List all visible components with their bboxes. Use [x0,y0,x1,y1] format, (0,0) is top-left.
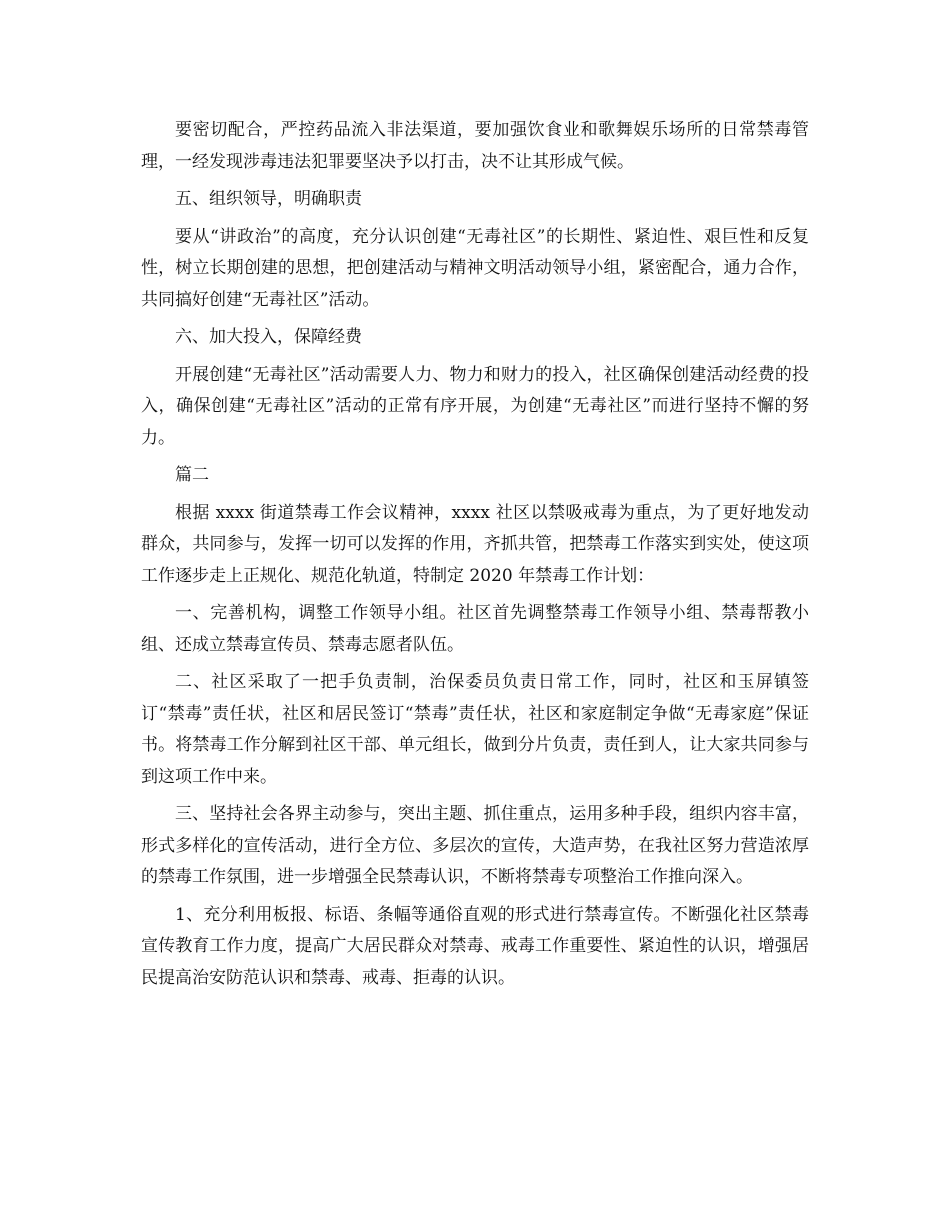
paragraph-section-5: 要从“讲政治”的高度，充分认识创建“无毒社区”的长期性、紧迫性、艰巨性和反复性，树立长期创建的思想，把创建活动与精神文明活动领导小组，紧密配合，通力合作，共同搞好创建“无毒社区”活动。 [141,226,809,310]
paragraph-intro: 根据 xxxx 街道禁毒工作会议精神，xxxx 社区以禁吸戒毒为重点，为了更好地发动群众，共同参与，发挥一切可以发挥的作用，齐抓共管，把禁毒工作落实到实处，使这项工作逐步走上正规化、规范化轨道，特制定 2020 年禁毒工作计划： [141,502,809,586]
section-heading-6: 六、加大投入，保障经费 [175,327,362,347]
paragraph-item-1: 一、完善机构，调整工作领导小组。社区首先调整禁毒工作领导小组、禁毒帮教小组、还成立禁毒宣传员、禁毒志愿者队伍。 [141,603,809,655]
section-heading-5: 五、组织领导，明确职责 [175,189,362,209]
paragraph-item-3: 三、坚持社会各界主动参与，突出主题、抓住重点，运用多种手段，组织内容丰富，形式多样化的宣传活动，进行全方位、多层次的宣传，大造声势，在我社区努力营造浓厚的禁毒工作氛围，进一步增强全民禁毒认识，不断将禁毒专项整治工作推向深入。 [141,804,809,887]
paragraph-section-6: 开展创建“无毒社区”活动需要人力、物力和财力的投入，社区确保创建活动经费的投入，确保创建“无毒社区”活动的正常有序开展，为创建“无毒社区”而进行坚持不懈的努力。 [141,364,809,448]
paragraph-subitem-1: 1、充分利用板报、标语、条幅等通俗直观的形式进行禁毒宣传。不断强化社区禁毒宣传教育工作力度，提高广大居民群众对禁毒、戒毒工作重要性、紧迫性的认识，增强居民提高治安防范认识和禁毒、戒毒、拒毒的认识。 [141,904,809,988]
document-body [141,115,809,1000]
part-heading: 篇二 [175,465,209,485]
paragraph-continuation: 要密切配合，严控药品流入非法渠道，要加强饮食业和歌舞娱乐场所的日常禁毒管理，一经发现涉毒违法犯罪要坚决予以打击，决不让其形成气候。 [141,120,809,172]
paragraph-item-2: 二、社区采取了一把手负责制，治保委员负责日常工作，同时，社区和玉屏镇签订“禁毒”责任状，社区和居民签订“禁毒”责任状，社区和家庭制定争做“无毒家庭”保证书。将禁毒工作分解到社区干部、单元组长，做到分片负责，责任到人，让大家共同参与到这项工作中来。 [141,672,809,787]
